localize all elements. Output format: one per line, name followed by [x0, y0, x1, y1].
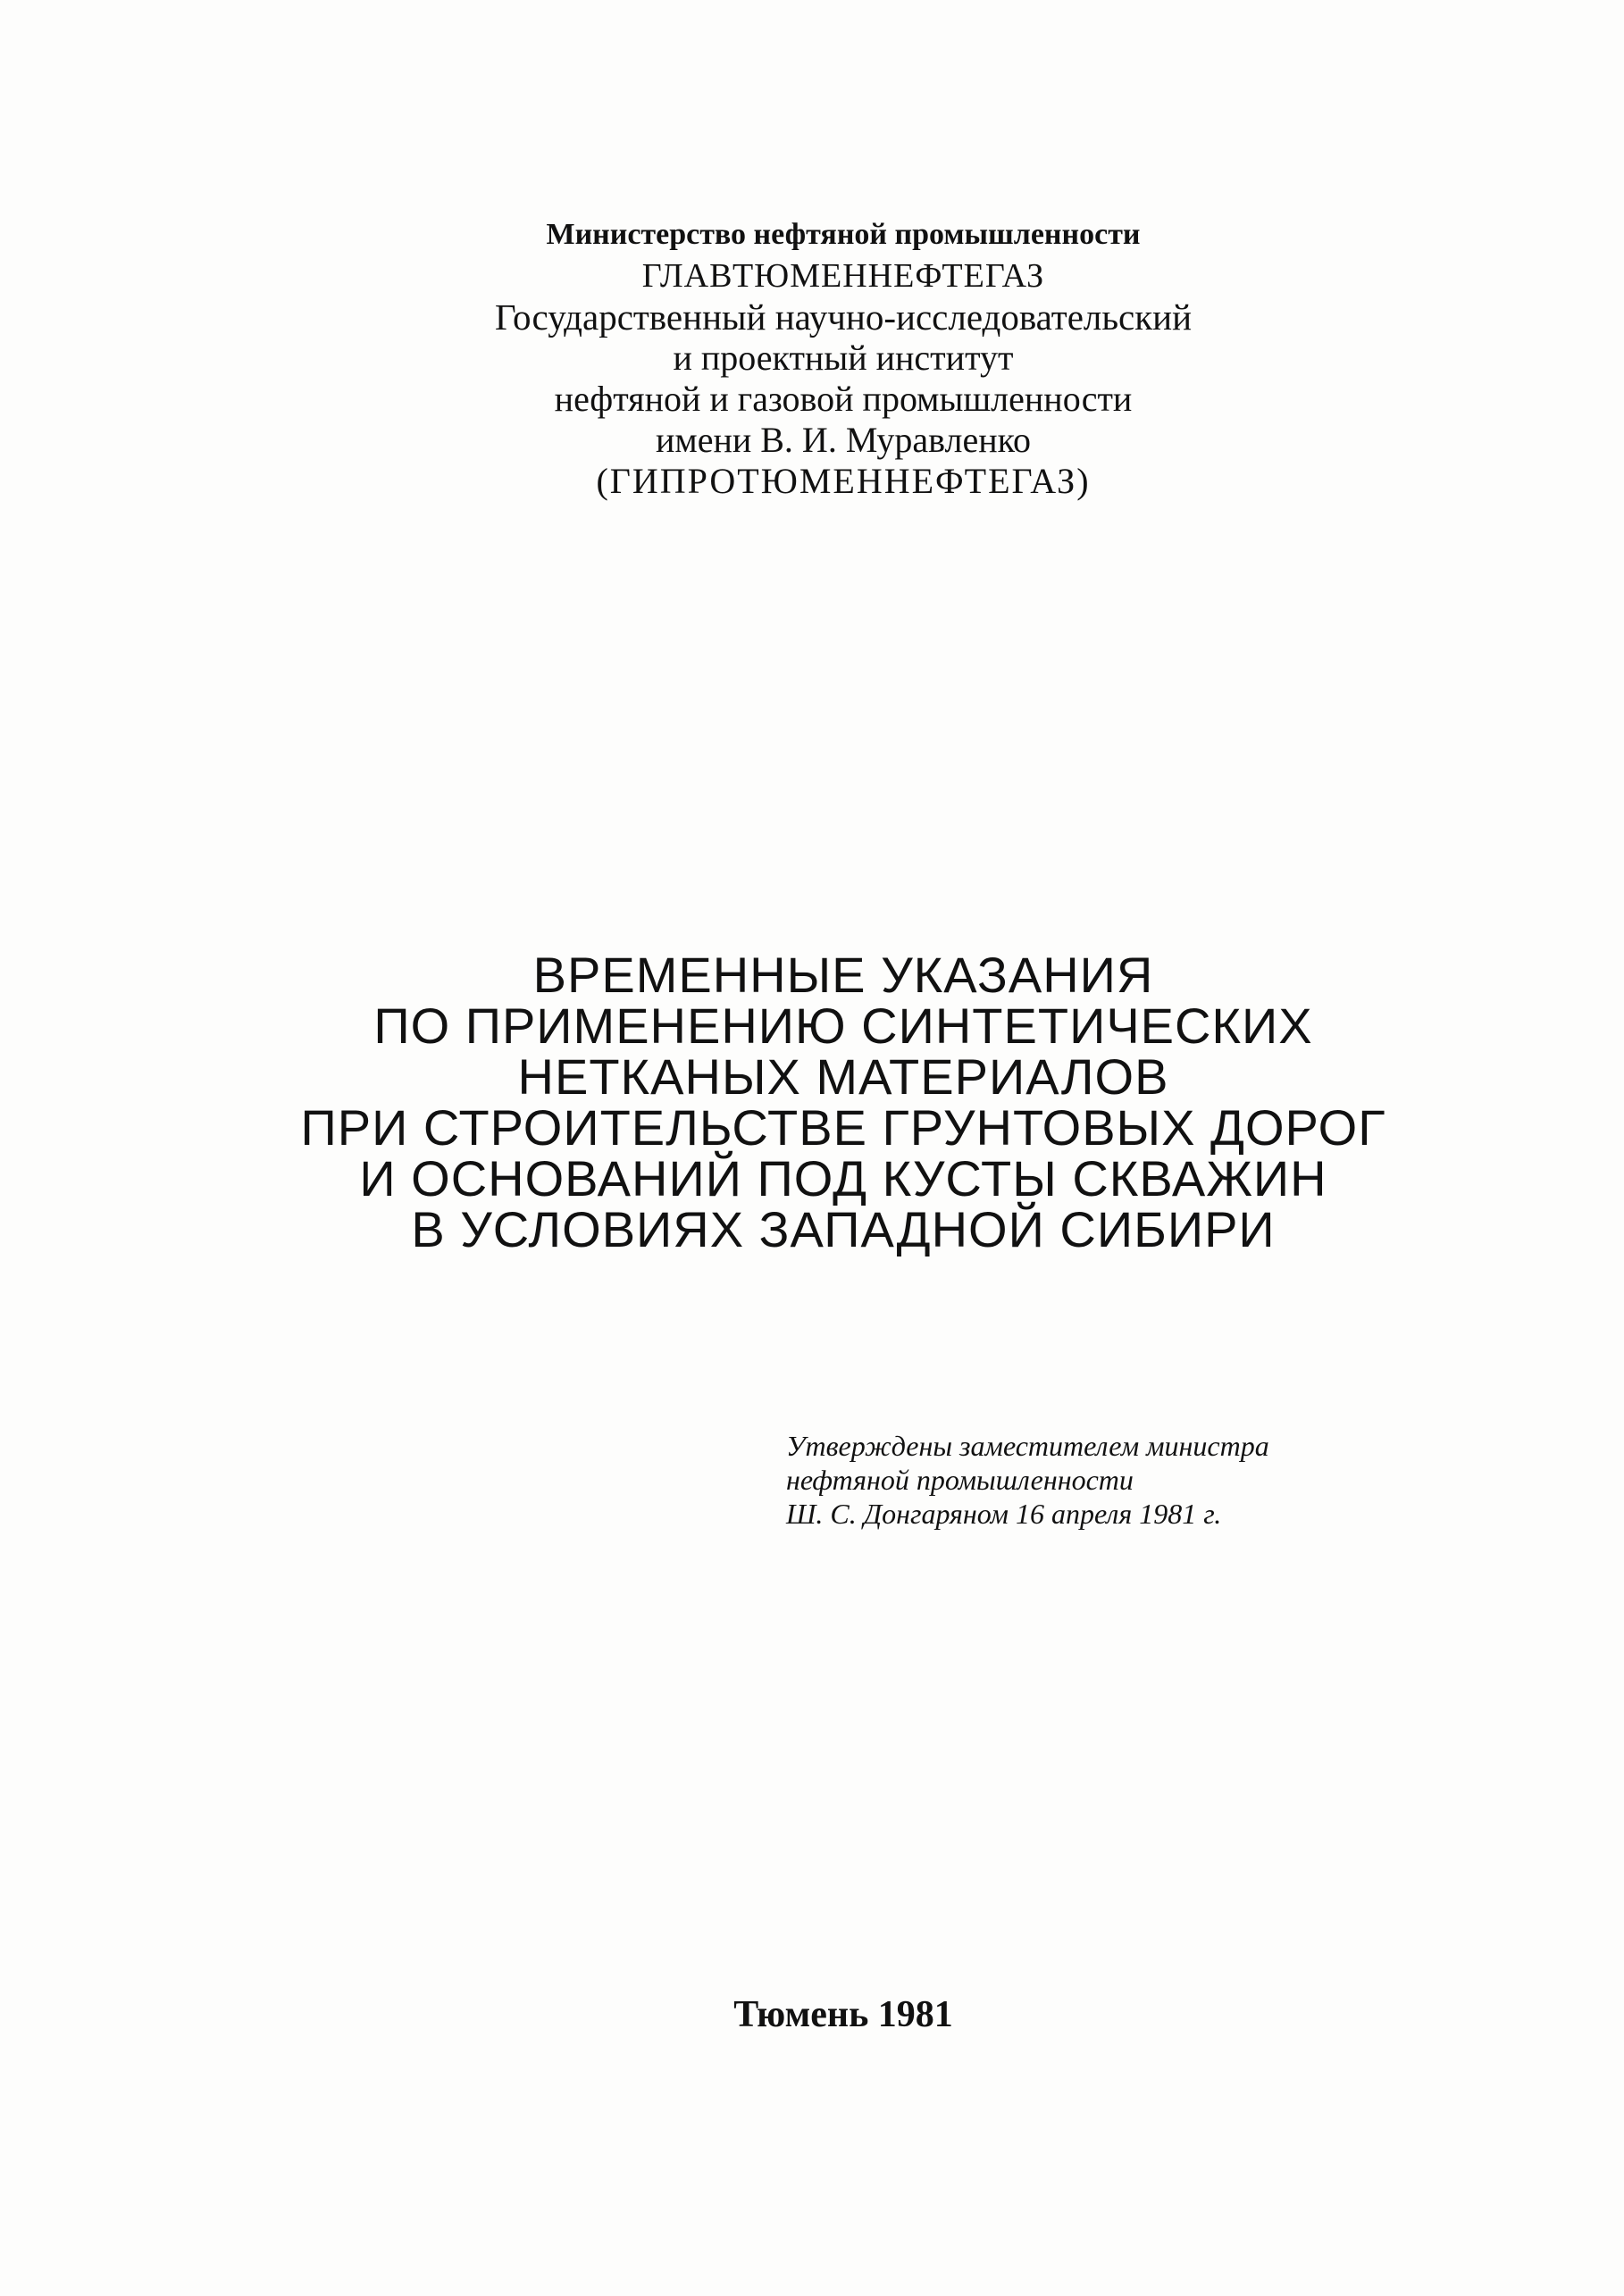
organization-name: ГЛАВТЮМЕННЕФТЕГАЗ: [641, 257, 1045, 295]
title-line-3: НЕТКАНЫХ МАТЕРИАЛОВ: [517, 1048, 1169, 1105]
publisher-header: [0, 214, 1624, 502]
approval-line-2: нефтяной промышленности: [786, 1464, 1134, 1496]
document-title: [0, 949, 1624, 1255]
institute-name-line-2: и проектный институт: [673, 338, 1014, 378]
title-line-6: В УСЛОВИЯХ ЗАПАДНОЙ СИБИРИ: [411, 1201, 1276, 1257]
approval-line-1: Утверждены заместителем министра: [786, 1430, 1269, 1462]
title-line-2: ПО ПРИМЕНЕНИЮ СИНТЕТИЧЕСКИХ: [373, 998, 1313, 1054]
institute-name-line-4: имени В. И. Муравленко: [655, 420, 1032, 460]
institute-name-line-3: нефтяной и газовой промышленности: [554, 379, 1133, 419]
institute-abbreviation: (ГИПРОТЮМЕННЕФТЕГАЗ): [596, 461, 1091, 501]
approval-note: [786, 1429, 1269, 1531]
title-line-5: И ОСНОВАНИЙ ПОД КУСТЫ СКВАЖИН: [359, 1150, 1327, 1206]
place-and-year: Тюмень 1981: [733, 1994, 953, 2035]
approval-line-3: Ш. С. Донгаряном 16 апреля 1981 г.: [786, 1498, 1222, 1530]
ministry-name: Министерство нефтяной промышленности: [546, 218, 1141, 251]
institute-name-line-1: Государственный научно-исследовательский: [494, 296, 1193, 338]
title-line-4: ПРИ СТРОИТЕЛЬСТВЕ ГРУНТОВЫХ ДОРОГ: [300, 1099, 1386, 1156]
title-line-1: ВРЕМЕННЫЕ УКАЗАНИЯ: [532, 947, 1154, 1003]
